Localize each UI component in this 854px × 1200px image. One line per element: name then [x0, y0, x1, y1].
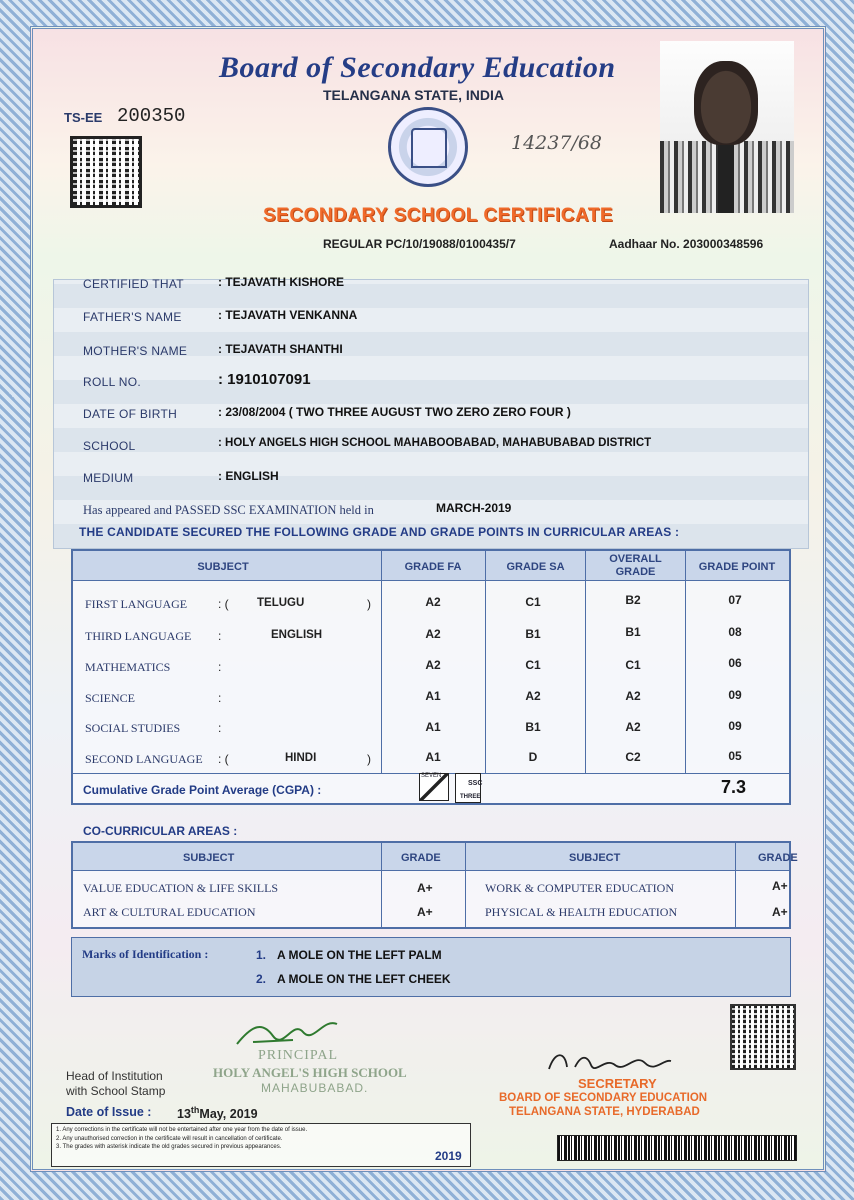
subject-colon: : ( — [218, 597, 229, 611]
grade-sa: C1 — [525, 658, 541, 672]
principal-stamp: PRINCIPAL — [258, 1048, 339, 1063]
serial-label: TS-EE — [64, 110, 103, 125]
overall-grade: C2 — [625, 750, 641, 764]
handwritten-note: 14237/68 — [511, 132, 603, 154]
cocurricular-heading: CO-CURRICULAR AREAS : — [83, 824, 238, 838]
subject-colon: : — [218, 629, 222, 643]
secretary-title: SECRETARY — [578, 1076, 657, 1091]
co-subject: WORK & COMPUTER EDUCATION — [485, 881, 674, 895]
medium-label: MEDIUM — [83, 471, 134, 485]
subject-language: TELUGU — [257, 597, 305, 609]
mother-name: : TEJAVATH SHANTHI — [218, 342, 343, 356]
identification-marks — [71, 937, 791, 997]
roll-no-label: ROLL NO. — [83, 375, 141, 389]
qr-code-small-icon — [730, 1004, 796, 1070]
certified-that-label: CERTIFIED THAT — [83, 277, 184, 291]
mark-number: 2. — [256, 972, 267, 986]
certificate — [30, 26, 826, 1172]
grade-fa: A2 — [425, 627, 441, 641]
overall-grade: B1 — [625, 625, 641, 639]
overall-grade-header-2: GRADE — [615, 566, 656, 578]
grade-fa: A1 — [425, 720, 441, 734]
subject-name: SOCIAL STUDIES — [85, 721, 181, 735]
grades-table — [71, 549, 791, 805]
grade-sa: A2 — [525, 689, 541, 703]
grades-heading: THE CANDIDATE SECURED THE FOLLOWING GRADE AND GRADE POINTS IN CURRICULAR AREAS : — [79, 525, 680, 539]
school-stamp: HOLY ANGEL'S HIGH SCHOOL — [213, 1065, 407, 1080]
overall-grade: B2 — [625, 593, 641, 607]
grade-sa: C1 — [525, 595, 541, 609]
grade-sa-header: GRADE SA — [506, 561, 565, 573]
regular-number: REGULAR PC/10/19088/0100435/7 — [323, 237, 516, 251]
father-name-label: FATHER'S NAME — [83, 310, 182, 324]
subject-paren-close: ) — [367, 752, 371, 766]
ssc-three-logo-icon: SSC THREE — [455, 773, 481, 803]
grade-point: 07 — [728, 593, 742, 607]
cgpa-label: Cumulative Grade Point Average (CGPA) : — [83, 783, 322, 797]
identification-label: Marks of Identification : — [82, 947, 209, 961]
mark-text: A MOLE ON THE LEFT CHEEK — [277, 972, 451, 986]
grade-sa: B1 — [525, 720, 541, 734]
secretary-signature — [545, 1047, 675, 1077]
subject-header: SUBJECT — [197, 561, 249, 573]
co-grade-header: GRADE — [401, 852, 441, 864]
dob-label: DATE OF BIRTH — [83, 407, 178, 421]
date-of-birth: : 23/08/2004 ( TWO THREE AUGUST TWO ZERO ZERO FOUR ) — [218, 405, 571, 419]
qr-code-icon — [70, 136, 142, 208]
cgpa-value: 7.3 — [721, 777, 747, 797]
co-subject: PHYSICAL & HEALTH EDUCATION — [485, 905, 678, 919]
subject-colon: : ( — [218, 752, 229, 766]
state-emblem-icon — [388, 107, 468, 187]
subject-name: SECOND LANGUAGE — [85, 752, 203, 766]
grade-fa: A2 — [425, 658, 441, 672]
exam-month: MARCH-2019 — [436, 501, 512, 515]
grade-point: 06 — [728, 656, 742, 670]
serial-number: 200350 — [117, 105, 186, 127]
co-subject-header: SUBJECT — [183, 852, 235, 864]
overall-grade: A2 — [625, 689, 641, 703]
mother-name-label: MOTHER'S NAME — [83, 344, 188, 358]
board-place-footer: TELANGANA STATE, HYDERABAD — [509, 1106, 700, 1118]
subject-language: HINDI — [285, 752, 317, 764]
co-grade: A+ — [772, 905, 788, 919]
co-grade: A+ — [772, 879, 788, 893]
school-name: : HOLY ANGELS HIGH SCHOOL MAHABOOBABAD, MAHABUBABAD DISTRICT — [218, 437, 652, 449]
co-subject: VALUE EDUCATION & LIFE SKILLS — [83, 881, 279, 895]
subject-name: FIRST LANGUAGE — [85, 597, 188, 611]
head-of-institution: Head of Institution with School Stamp — [66, 1069, 166, 1098]
overall-grade: C1 — [625, 658, 641, 672]
co-subject: ART & CULTURAL EDUCATION — [83, 905, 256, 919]
subject-language: ENGLISH — [271, 629, 323, 641]
date-of-issue-label: Date of Issue : — [66, 1105, 152, 1119]
grade-point: 05 — [728, 749, 742, 763]
grade-point-header: GRADE POINT — [698, 561, 776, 573]
subject-colon: : — [218, 691, 222, 705]
board-name-footer: BOARD OF SECONDARY EDUCATION — [499, 1092, 708, 1104]
roll-number: : 1910107091 — [218, 371, 311, 388]
state-line: TELANGANA STATE, INDIA — [323, 87, 504, 103]
co-grade-header-2: GRADE — [758, 852, 798, 864]
subject-colon: : — [218, 721, 222, 735]
co-subject-header-2: SUBJECT — [569, 852, 621, 864]
subject-colon: : — [218, 660, 222, 674]
grade-fa: A1 — [425, 689, 441, 703]
school-label: SCHOOL — [83, 439, 136, 453]
mark-number: 1. — [256, 948, 267, 962]
subject-paren-close: ) — [367, 597, 371, 611]
grade-fa: A2 — [425, 595, 441, 609]
subject-name: SCIENCE — [85, 691, 136, 705]
mark-text: A MOLE ON THE LEFT PALM — [277, 948, 442, 962]
certificate-notes: 1. Any corrections in the certificate will not be entertained after one year from the date of issue. 2. Any unauthorised correction in the certificate will result in cancellation of certificate. 3. The grades with asterisk indicate the old grades secured in previous appearances. — [51, 1123, 471, 1167]
grade-fa-header: GRADE FA — [404, 561, 462, 573]
candidate-photo — [660, 41, 794, 213]
board-title: Board of Secondary Education — [219, 51, 616, 84]
overall-grade-header-1: OVERALL — [609, 553, 662, 565]
candidate-name: : TEJAVATH KISHORE — [218, 275, 345, 289]
seven-logo-icon: SEVEN — [419, 773, 449, 801]
school-stamp-place: MAHABUBABAD. — [261, 1081, 369, 1095]
overall-grade: A2 — [625, 720, 641, 734]
grade-point: 09 — [728, 688, 742, 702]
date-of-issue: 13thMay, 2019 — [177, 1105, 258, 1122]
medium: : ENGLISH — [218, 469, 279, 483]
co-grade: A+ — [417, 905, 433, 919]
certificate-year: 2019 — [435, 1149, 462, 1163]
aadhaar-number: Aadhaar No. 203000348596 — [609, 237, 764, 251]
passed-statement: Has appeared and PASSED SSC EXAMINATION held in — [83, 503, 374, 517]
principal-signature — [233, 1014, 343, 1050]
grade-fa: A1 — [425, 750, 441, 764]
co-grade: A+ — [417, 881, 433, 895]
subject-name: THIRD LANGUAGE — [85, 629, 192, 643]
grade-sa: D — [528, 750, 538, 764]
grade-point: 08 — [728, 625, 742, 639]
subject-name: MATHEMATICS — [85, 660, 171, 674]
grade-point: 09 — [728, 719, 742, 733]
father-name: : TEJAVATH VENKANNA — [218, 308, 358, 322]
certificate-title: SECONDARY SCHOOL CERTIFICATE — [263, 205, 614, 226]
grade-sa: B1 — [525, 627, 541, 641]
cocurricular-table — [71, 841, 798, 929]
barcode-icon — [557, 1135, 797, 1161]
